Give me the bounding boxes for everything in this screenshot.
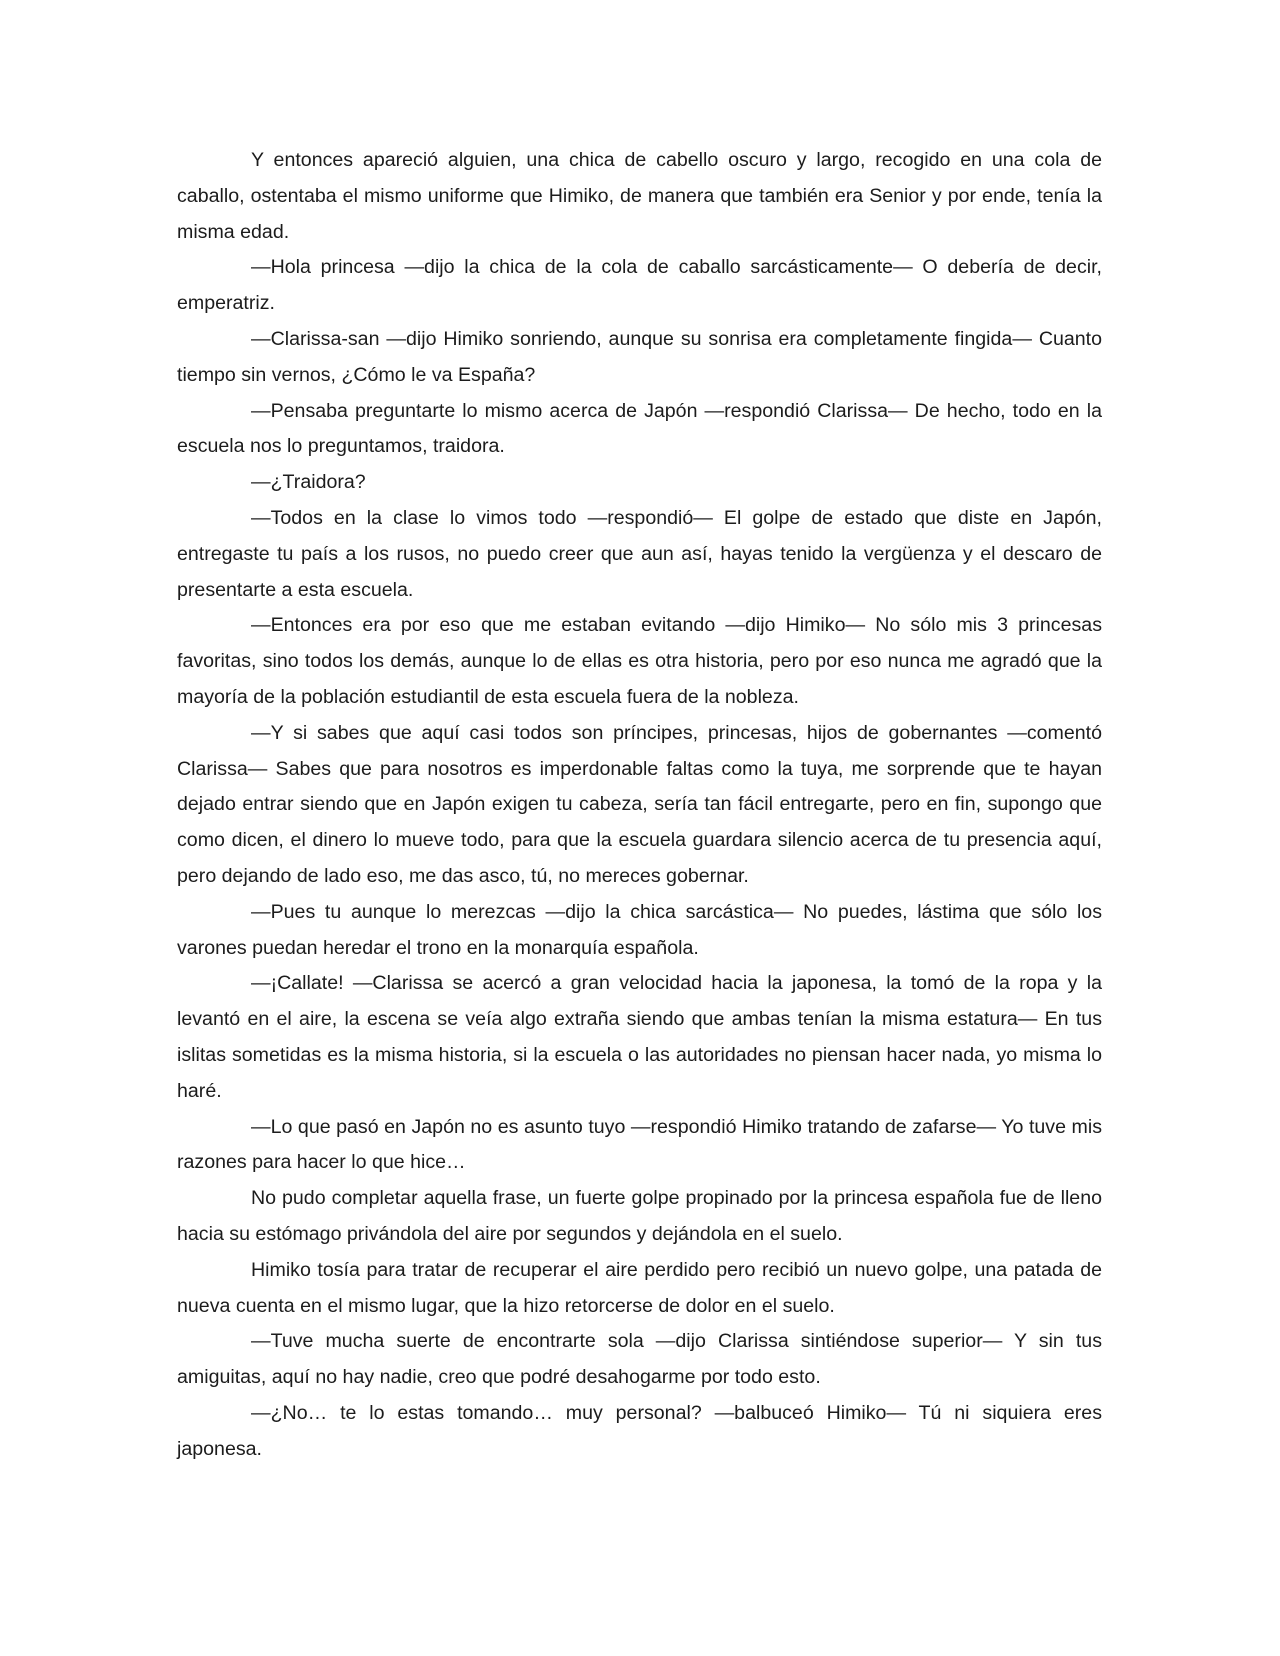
paragraph: —Pues tu aunque lo merezcas —dijo la chica sarcástica— No puedes, lástima que sólo los varones puedan heredar el trono en la monarquía española. (177, 900, 1102, 959)
paragraph: No pudo completar aquella frase, un fuerte golpe propinado por la princesa española fue de lleno hacia su estómago privándola del aire por segundos y dejándola en el suelo. (177, 1187, 1102, 1245)
paragraph: —Clarissa-san —dijo Himiko sonriendo, aunque su sonrisa era completamente fingida— Cuanto tiempo sin vernos, ¿Cómo le va España? (177, 327, 1102, 386)
paragraph: —Hola princesa —dijo la chica de la cola de caballo sarcásticamente— O debería de decir, emperatriz. (177, 256, 1102, 315)
paragraph: Y entonces apareció alguien, una chica de cabello oscuro y largo, recogido en una cola de caballo, ostentaba el mismo uniforme que Himiko, de manera que también era Senior y por ende, tenía la misma edad. (177, 149, 1102, 243)
paragraph: —Todos en la clase lo vimos todo —respondió— El golpe de estado que diste en Japón, entregaste tu país a los rusos, no puedo creer que aun así, hayas tenido la vergüenza y el descaro de presentarte a esta escuela. (177, 506, 1102, 601)
paragraph: Himiko tosía para tratar de recuperar el aire perdido pero recibió un nuevo golpe, una patada de nueva cuenta en el mismo lugar, que la hizo retorcerse de dolor en el suelo. (177, 1258, 1102, 1317)
paragraph: —Lo que pasó en Japón no es asunto tuyo —respondió Himiko tratando de zafarse— Yo tuve mis razones para hacer lo que hice… (177, 1115, 1102, 1174)
paragraph: —Pensaba preguntarte lo mismo acerca de Japón —respondió Clarissa— De hecho, todo en la escuela nos lo preguntamos, traidora. (177, 399, 1102, 458)
paragraph: —Tuve mucha suerte de encontrarte sola —dijo Clarissa sintiéndose superior— Y sin tus amiguitas, aquí no hay nadie, creo que podré desahogarme por todo esto. (177, 1330, 1102, 1389)
document-page (177, 143, 1102, 1467)
paragraph: —¡Callate! —Clarissa se acercó a gran velocidad hacia la japonesa, la tomó de la ropa y la levantó en el aire, la escena se veía algo extraña siendo que ambas tenían la misma estatura— En tus islitas sometidas es la misma historia, si la escuela o las autoridades no piensan hacer nada, yo misma lo haré. (177, 972, 1102, 1102)
paragraph: —¿Traidora? (251, 471, 366, 494)
paragraph: —Entonces era por eso que me estaban evitando —dijo Himiko— No sólo mis 3 princesas favoritas, sino todos los demás, aunque lo de ellas es otra historia, pero por eso nunca me agradó que la mayoría de la población estudiantil de esta escuela fuera de la nobleza. (177, 614, 1102, 708)
paragraph: —¿No… te lo estas tomando… muy personal? —balbuceó Himiko— Tú ni siquiera eres japonesa. (177, 1401, 1102, 1460)
paragraph: —Y si sabes que aquí casi todos son príncipes, princesas, hijos de gobernantes —comentó Clarissa— Sabes que para nosotros es imperdonable faltas como la tuya, me sorprende que te hayan dejado entrar siendo que en Japón exigen tu cabeza, sería tan fácil entregarte, pero en fin, supongo que como dicen, el dinero lo mueve todo, para que la escuela guardara silencio acerca de tu presencia aquí, pero dejando de lado eso, me das asco, tú, no mereces gobernar. (177, 721, 1102, 887)
